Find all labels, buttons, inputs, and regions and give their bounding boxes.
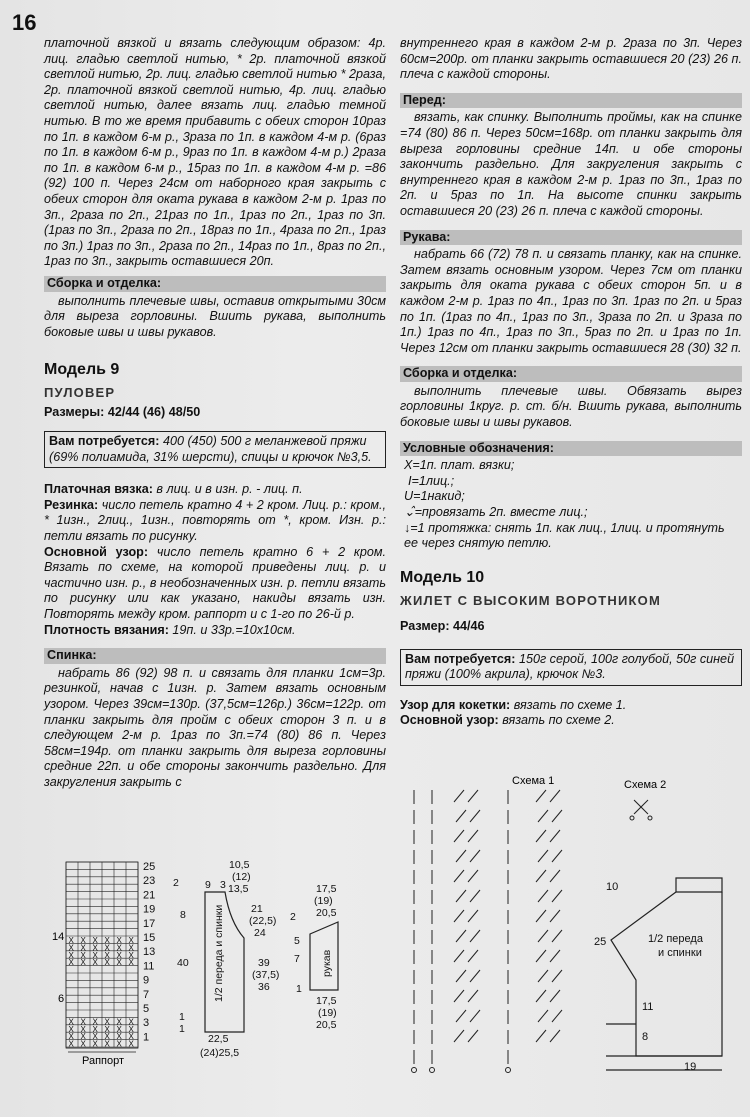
chart-row-label: 7 — [143, 988, 150, 1001]
chart-garter-mark: X — [80, 1039, 86, 1049]
scheme1-diagonal-stitch — [468, 990, 478, 1002]
chart-row-label: 13 — [143, 946, 156, 959]
back-heading: Спинка: — [44, 648, 386, 664]
scheme1-diagonal-stitch — [538, 810, 548, 822]
front-heading: Перед: — [400, 93, 742, 109]
vest-dim-25: 25 — [594, 936, 607, 948]
scheme1-diagonal-stitch — [456, 810, 466, 822]
knitting-chart-area — [0, 852, 400, 1117]
sizes-label: Размеры: — [44, 405, 105, 420]
scheme1-diagonal-stitch — [468, 910, 478, 922]
scheme1-diagonal-stitch — [456, 890, 466, 902]
scheme1-diagonal-stitch — [468, 870, 478, 882]
chart-garter-mark: X — [104, 936, 110, 945]
chart-garter-mark: X — [92, 958, 98, 968]
body-dim-225: (22,5) — [249, 915, 277, 927]
body-dim-36: 36 — [258, 981, 270, 993]
chart-garter-mark: X — [128, 1032, 134, 1042]
chart-row-label: 9 — [143, 974, 150, 987]
yoke-label: Узор для кокетки: — [400, 697, 511, 712]
scheme1-diagonal-stitch — [470, 850, 480, 862]
scheme1-diagonal-stitch — [468, 790, 478, 802]
materials-label: Вам потребуется: — [49, 434, 160, 449]
chart-garter-mark: X — [104, 1017, 110, 1027]
crochet-schemes-area — [396, 770, 750, 1117]
legend-item-garter: X=1п. плат. вязки; — [404, 458, 515, 473]
chart-garter-mark: X — [80, 936, 86, 945]
chart-garter-mark: X — [68, 958, 74, 968]
scheme1-diagonal-stitch — [456, 970, 466, 982]
skp-icon: ↓ — [404, 520, 411, 535]
chart-garter-mark: X — [116, 1032, 122, 1042]
chart-garter-mark: X — [80, 950, 86, 960]
chart-garter-mark: X — [128, 1024, 134, 1034]
scheme1-diagonal-stitch — [552, 1010, 562, 1022]
chart-garter-mark: X — [104, 1032, 110, 1042]
legend-list — [400, 458, 742, 552]
body-dim-1a: 1 — [179, 1011, 185, 1023]
body-dim-top3: 13,5 — [228, 883, 249, 895]
sleeve-dim-2: 2 — [290, 911, 296, 923]
main-pattern-label: Основной узор: — [44, 544, 149, 559]
vest-piece-label-2: и спинки — [658, 947, 702, 959]
scheme1-diagonal-stitch — [552, 850, 562, 862]
scheme2-chain-b — [648, 816, 652, 820]
chart-garter-mark: X — [68, 1017, 74, 1027]
sleeve-dimensions — [290, 883, 337, 1031]
chart-row-label: 3 — [143, 1017, 150, 1030]
scheme1-diagonal-stitch — [470, 1010, 480, 1022]
vest-dim-10: 10 — [606, 881, 619, 893]
chart-garter-mark: X — [92, 1032, 98, 1042]
scheme1-diagonal-stitch — [454, 830, 464, 842]
scheme1-diagonal-stitch — [552, 890, 562, 902]
chart-row-label: 5 — [143, 1003, 150, 1015]
legend-heading: Условные обозначения: — [400, 441, 742, 457]
scheme1-diagonal-stitch — [536, 950, 546, 962]
sleeve-dim-5: 5 — [294, 935, 300, 947]
rib-value: число петель кратно 4 + 2 кром. Лиц. р.: кром., * 1изн., 2лиц., 1изн., повторять от *, кром. Изн. р.: петли вязать по рисунку. — [44, 497, 387, 544]
scheme1-diagonal-stitch — [536, 830, 546, 842]
size-label: Размер: — [400, 619, 450, 633]
scheme1-diagonal-stitch — [536, 910, 546, 922]
scheme1-chain — [506, 1068, 511, 1073]
sleeves-heading: Рукава: — [400, 230, 742, 246]
vest-collar — [676, 878, 722, 892]
body-dim-2: 2 — [173, 877, 179, 889]
materials-label-right: Вам потребуется: — [405, 651, 516, 666]
scheme1-glyphs — [412, 790, 563, 1073]
vest-body — [611, 892, 722, 1056]
garter-label: Платочная вязка: — [44, 482, 153, 497]
chart-garter-mark: X — [92, 936, 98, 945]
main-pattern-value-right: вязать по схеме 2. — [502, 713, 615, 728]
right-column — [400, 36, 742, 729]
scheme1-diagonal-stitch — [454, 870, 464, 882]
sleeve-dim-7: 7 — [294, 953, 300, 965]
scheme1-diagonal-stitch — [468, 830, 478, 842]
assembly-text-right: выполнить плечевые швы. Обвязать вырез горловины 1круг. р. ст. б/н. Вшить рукава, выполнить боковые швы и швы рукавов. — [400, 383, 742, 430]
sleeve-dim-top: 17,5 — [316, 883, 337, 895]
chart-garter-mark: X — [92, 950, 98, 960]
chart-label-14: 14 — [52, 931, 65, 943]
scheme1-diagonal-stitch — [536, 790, 546, 802]
body-dim-top: 10,5 — [229, 859, 250, 871]
scheme1-diagonal-stitch — [470, 930, 480, 942]
scheme1-diagonal-stitch — [550, 790, 560, 802]
sleeve-dim-top2: (19) — [314, 895, 333, 907]
yoke-value: вязать по схеме 1. — [513, 697, 627, 712]
sleeve-dim-bottom3: 20,5 — [316, 1019, 337, 1031]
body-dim-40: 40 — [177, 957, 189, 969]
assembly-text: выполнить плечевые швы, оставив открытыми 30см для выреза горловины. Вшить рукава, выполнить боковые швы и швы рукавов. — [44, 293, 386, 339]
sleeve-dim-top3: 20,5 — [316, 907, 337, 919]
body-dim-1b: 1 — [179, 1023, 185, 1035]
scheme1-diagonal-stitch — [456, 930, 466, 942]
scheme1-diagonal-stitch — [550, 950, 560, 962]
chart-garter-mark: X — [128, 1039, 134, 1049]
model10-title: Модель 10 — [400, 568, 485, 586]
density-value: 19п. и 33р.=10х10см. — [172, 622, 296, 637]
chart-garter-mark: X — [68, 1024, 74, 1034]
chart-garter-mark: X — [68, 950, 74, 960]
chart-garter-mark: X — [68, 936, 74, 945]
sizes-value: 42/44 (46) 48/50 — [107, 405, 201, 420]
scheme1-diagonal-stitch — [550, 1030, 560, 1042]
body-dim-375: (37,5) — [252, 969, 280, 981]
chart-rapport-label: Раппорт — [82, 1055, 125, 1067]
chart-garter-mark: X — [128, 936, 134, 945]
body-dimensions — [173, 859, 279, 1059]
sleeve-piece-label: рукав — [321, 949, 333, 977]
scheme1-diagonal-stitch — [536, 990, 546, 1002]
vest-pattern — [606, 878, 722, 1070]
body-dim-bottom: 22,5 — [208, 1033, 229, 1045]
chart-garter-mark: X — [116, 943, 122, 953]
scheme1-diagonal-stitch — [538, 970, 548, 982]
chart-garter-mark: X — [116, 958, 122, 968]
legend-item-skp: =1 протяжка: снять 1п. как лиц., 1лиц. и протянуть ее через снятую петлю. — [404, 520, 725, 551]
body-dim-top2: (12) — [232, 871, 251, 883]
chart-garter-mark: X — [104, 1024, 110, 1034]
model9-title: Модель 9 — [44, 361, 120, 379]
materials-box — [44, 431, 386, 468]
body-dim-24: 24 — [254, 927, 266, 939]
scheme1-diagonal-stitch — [470, 890, 480, 902]
chart-garter-mark: X — [128, 958, 134, 968]
size-value: 44/46 — [453, 619, 485, 633]
body-dim-bottom2: (24)25,5 — [200, 1047, 240, 1059]
scheme1-diagonal-stitch — [454, 790, 464, 802]
legend-item-knit: I=1лиц.; — [408, 473, 455, 488]
scheme1-diagonal-stitch — [454, 950, 464, 962]
garter-value: в лиц. и в изн. р. - лиц. п. — [156, 482, 303, 497]
sleeve-dim-bottom: 17,5 — [316, 995, 337, 1007]
chart-row-label: 19 — [143, 903, 156, 916]
chart-row-label: 21 — [143, 889, 156, 902]
scheme1-diagonal-stitch — [538, 890, 548, 902]
page-number: 16 — [12, 10, 37, 35]
vest-piece-label-1: 1/2 переда — [648, 933, 703, 945]
chart-garter-mark: X — [80, 1024, 86, 1034]
scheme1-diagonal-stitch — [536, 1030, 546, 1042]
back-text: набрать 86 (92) 98 п. и связать для планки 1см=3р. резинкой, начав с 1изн. р. Затем вязать основным узором. Через 39см=130р. (37,5см=126р.) 36см=122р. от планки закрыть для пройм с обеих сторон 3 п. и в следующем 2-м р. 1раз по 3п.=74 (80) 86 п. Через 58см=194р. от планки закрыть для выреза горловины средние 22п. и обе стороны закончить раздельно. Для закругления закрыть с — [44, 665, 386, 789]
scheme1-chain — [430, 1068, 435, 1073]
model10-subtitle: ЖИЛЕТ С ВЫСОКИМ ВОРОТНИКОМ — [400, 593, 661, 609]
assembly-heading-right: Сборка и отделка: — [400, 366, 742, 382]
scheme1-diagonal-stitch — [550, 830, 560, 842]
scheme1-diagonal-stitch — [454, 990, 464, 1002]
chart-garter-mark: X — [68, 943, 74, 953]
chart-row-label: 1 — [143, 1031, 150, 1044]
legend-item-k2tog: =провязать 2п. вместе лиц.; — [414, 505, 588, 520]
materials-value: 400 (450) 500 г меланжевой пряжи (69% полиамида, 31% шерсти), спицы и крючок №3,5. — [49, 434, 372, 464]
scheme1-diagonal-stitch — [468, 950, 478, 962]
chart-garter-mark: X — [104, 950, 110, 960]
scheme1-diagonal-stitch — [550, 910, 560, 922]
main-pattern-label-right: Основной узор: — [400, 713, 499, 728]
chart-row-labels — [143, 861, 155, 1043]
sleeve-dim-bottom2: (19) — [318, 1007, 337, 1019]
scheme1-diagonal-stitch — [538, 930, 548, 942]
vest-dimensions — [594, 881, 704, 1073]
chart-cells — [66, 862, 138, 1049]
materials-value-right: 150г серой, 100г голубой, 50г синей пряжи (100% акрила), крючок №3. — [405, 651, 735, 682]
scheme1-diagonal-stitch — [454, 1030, 464, 1042]
k2tog-icon: ⌄̂ — [404, 505, 415, 520]
chart-garter-mark: X — [68, 1032, 74, 1042]
legend-item-yarnover: U=1накид; — [404, 489, 465, 504]
body-dim-8: 8 — [180, 909, 186, 921]
chart-garter-mark: X — [116, 1039, 122, 1049]
chart-label-6: 6 — [58, 993, 65, 1005]
scheme2-chain-a — [630, 816, 634, 820]
scheme1-diagonal-stitch — [550, 990, 560, 1002]
body-dim-21: 21 — [251, 903, 263, 915]
chart-garter-mark: X — [68, 1039, 74, 1049]
chart-garter-mark: X — [104, 1039, 110, 1049]
chart-garter-mark: X — [80, 1017, 86, 1027]
scheme1-diagonal-stitch — [468, 1030, 478, 1042]
materials-box-right — [400, 649, 742, 686]
chart-row-label: 11 — [143, 960, 155, 973]
vest-dim-11: 11 — [642, 1001, 654, 1013]
scheme1-diagonal-stitch — [552, 810, 562, 822]
vest-dim-19: 19 — [684, 1061, 697, 1073]
body-piece-label: 1/2 переда и спинки — [213, 904, 225, 1002]
chart-garter-mark: X — [116, 1017, 122, 1027]
chart-garter-mark: X — [128, 950, 134, 960]
assembly-heading: Сборка и отделка: — [44, 276, 386, 292]
scheme1-diagonal-stitch — [470, 970, 480, 982]
sleeve-continuation-text: платочной вязкой и вязать следующим образом: 4р. лиц. гладью светлой нитью, * 2р. платочной вязкой светлой нитью, 2р. лиц. гладью светлой нитью * 2раза, 2р. платочной вязкой светлой нитью, 4р. лиц. гладью светлой нитью, далее вязать лиц. гладью темной нитью. В то же время прибавить с обеих сторон 10раз по 1п. в каждом 6-м р., 3раза по 1п. в каждом 4-м р. (6раз по 1п. в каждом 6-м р., 9раз по 1п. в каждом 4-м р.) 2раза по 1п. в каждом 6-м р., 15раз по 1п. в каждом 4-м р. =86 (92) 100 п. Через 24см от наборного края закрыть с обеих сторон для оката рукава в каждом 2-м р. 1раз по 3п., 2раза по 2п., 21раз по 1п., 1раз по 2п., 1раз по 3п. (1раз по 3п., 2раза по 2п., 18раз по 1п., 4раза по 2п., 1раз по 3п.) 1раз по 3п., 2раза по 2п., 14раз по 1п., 8раз по 2п., 1раз по 3п., закрыть оставшиеся 20п. — [44, 36, 386, 269]
scheme1-diagonal-stitch — [538, 850, 548, 862]
density-label: Плотность вязания: — [44, 622, 169, 637]
scheme1-diagonal-stitch — [470, 810, 480, 822]
chart-row-label: 17 — [143, 917, 156, 930]
body-dim-9: 9 — [205, 879, 211, 891]
chart-garter-mark: X — [116, 936, 122, 945]
scheme1-diagonal-stitch — [552, 930, 562, 942]
vest-dim-8: 8 — [642, 1031, 649, 1043]
chart-row-label: 25 — [143, 861, 156, 873]
scheme2-title: Схема 2 — [624, 779, 667, 791]
scheme2-glyph — [630, 800, 652, 820]
front-text: вязать, как спинку. Выполнить проймы, как на спинке =74 (80) 86 п. Через 50см=168р. от планки закрыть для выреза горловины средние 14п. и обе стороны закончить раздельно. Для закругления закрыть с внутреннего края в каждом 2-м р. 1раз по 3п., 1раз по 2п. и 5раз по 1п. На высоте спинки закрыть оставшиеся 20 (23) 26 п. плеча с каждой стороны. — [400, 110, 742, 218]
chart-garter-mark: X — [92, 943, 98, 953]
chart-garter-mark: X — [104, 958, 110, 968]
body-dim-39: 39 — [258, 957, 270, 969]
sleeves-text: набрать 66 (72) 78 п. и связать планку, как на спинке. Затем вязать основным узором. Через 7см от планки закрыть для оката рукава с обеих сторон 5п. и в каждом 2-м р. 1раз по 4п., 1раз по 3п. 1раз по 2п. и 5раз по 1п. (1раз по 4п., 1раз по 3п., 3раза по 2п. и 3раза по 1п.) 1раз по 4п., 1раз по 3п., 5раз по 2п. и 1раз по 1п. Через 12см от планки закрыть оставшиеся 28 (30) 32 п. — [400, 247, 742, 355]
model9-subtitle: ПУЛОВЕР — [44, 384, 116, 400]
chart-row-label: 15 — [143, 932, 156, 944]
chart-garter-mark: X — [92, 1039, 98, 1049]
chart-garter-mark: X — [80, 1032, 86, 1042]
chart-garter-mark: X — [80, 958, 86, 968]
chart-garter-mark: X — [128, 943, 134, 953]
chart-row-label: 23 — [143, 875, 156, 888]
scheme1-diagonal-stitch — [454, 910, 464, 922]
scheme1-diagonal-stitch — [538, 1010, 548, 1022]
back-continuation-text: внутреннего края в каждом 2-м р. 2раза по 3п. Через 60см=200р. от планки закрыть оставшиеся 20 (23) 26 п. плеча с каждой стороны. — [400, 36, 742, 82]
body-dim-3: 3 — [220, 879, 226, 891]
main-pattern-value: число петель кратно 6 + 2 кром. Вязать по схеме, на которой приведены лиц. р. и частично изн. р., в необозначенных изн. р. петли вязать по рисунку или как указано, накиды вязать изн. Повторять между кром. раппорт и с 1-го по 26-й р. — [44, 544, 387, 621]
chart-garter-mark: X — [104, 943, 110, 953]
chart-garter-mark: X — [128, 1017, 134, 1027]
chart-garter-mark: X — [92, 1017, 98, 1027]
scheme1-diagonal-stitch — [550, 870, 560, 882]
scheme1-diagonal-stitch — [456, 1010, 466, 1022]
chart-garter-mark: X — [80, 943, 86, 953]
chart-garter-mark: X — [116, 950, 122, 960]
scheme1-chain — [412, 1068, 417, 1073]
scheme1-diagonal-stitch — [552, 970, 562, 982]
scheme1-diagonal-stitch — [536, 870, 546, 882]
scheme1-title: Схема 1 — [512, 775, 555, 787]
scheme1-diagonal-stitch — [456, 850, 466, 862]
chart-garter-mark: X — [92, 1024, 98, 1034]
left-column — [44, 36, 386, 791]
rib-label: Резинка: — [44, 497, 99, 512]
sleeve-dim-1: 1 — [296, 983, 302, 995]
chart-garter-mark: X — [116, 1024, 122, 1034]
